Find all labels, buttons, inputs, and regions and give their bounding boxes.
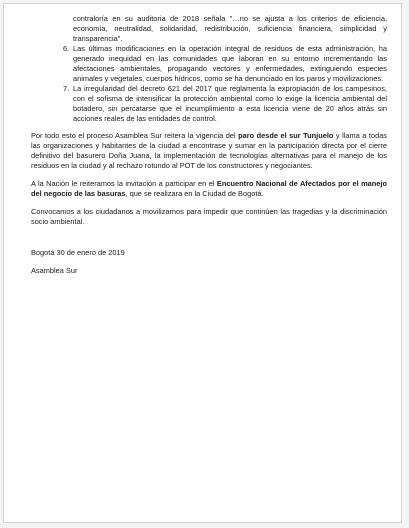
list-item-continuation: contraloría en su auditoria de 2018 señala "…no se ajusta a los criterios de eficiencia, economía, neutralidad, solidaridad, redistribución, suficiencia financiera, simplicidad y transparencia".: [73, 14, 387, 43]
numbered-list: [31, 44, 387, 124]
paragraph-text: y llama a todas las organizaciones y habitantes de la ciudad a encontrase y sumar en la participación directa por el cierre definitivo del basurero Doña Juana, la implementación de tecnologías alternativas para el manejo de los residuos en la ciudad y al rechazo rotundo al POT de los constructores y negociantes.: [31, 131, 387, 170]
list-number: 7.: [63, 84, 70, 93]
list-item-text: La irregularidad del decreto 621 del 2017 que reglamenta la expropiación de los campesinos, con el sofisma de intensificar la protección ambiental como lo exige la licencia ambiental del botadero, sin percatarse que el incumplimiento a esta licencia viene de 20 años atrás sin acciones reales de las entidades de control.: [73, 84, 387, 123]
paragraph-bold-text: paro desde el sur Tunjuelo: [238, 131, 334, 140]
paragraph-text: , que se realizara en la Ciudad de Bogotá.: [125, 189, 264, 198]
paragraph-bold-text: Encuentro Nacional de Afectados por el manejo del negocio de las basuras: [31, 179, 387, 198]
document-page: [3, 3, 402, 523]
paragraph-text: A la Nación le reiteramos la invitación a participar en el: [31, 179, 217, 188]
paragraph-invitation: [31, 179, 387, 199]
list-number: 6.: [63, 44, 70, 53]
paragraph-text: Por todo esto el proceso Asamblea Sur reitera la vigencia del: [31, 131, 239, 140]
paragraph-call-to-action: [31, 131, 387, 171]
list-item: [31, 44, 387, 84]
paragraph-convocation: Convocamos a los ciudadanos a movilizarnos para impedir que continúen las tragedias y la discriminación socio ambiental.: [31, 207, 387, 226]
list-item-text: Las últimas modificaciones en la operación integral de residuos de esta administración, ha generado inequidad en las comunidades que laboran en su entorno incrementando las afectaciones ambientales, propagando vectores y enfermedades, extinguiendo especies animales y vegetales, cuerpos hídricos, como se ha denunciado en los paros y movilizaciones.: [73, 44, 387, 83]
list-item: [31, 84, 387, 124]
document-date: Bogotá 30 de enero de 2019: [31, 248, 125, 257]
document-body: [31, 14, 387, 276]
signature: Asamblea Sur: [31, 266, 78, 275]
